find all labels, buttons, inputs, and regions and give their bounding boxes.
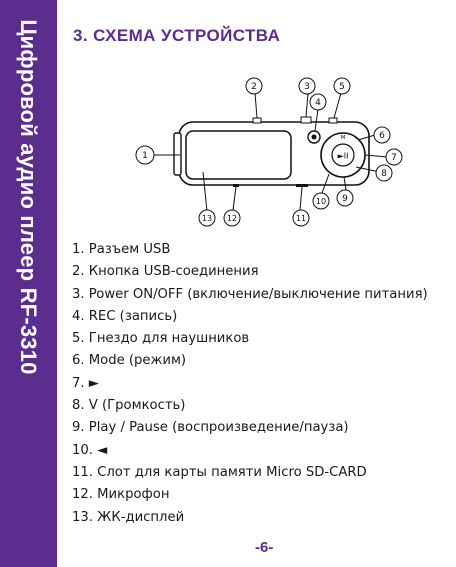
list-item: 1. Разъем USB xyxy=(72,242,171,257)
svg-text:7: 7 xyxy=(391,153,397,163)
sidebar-title: Цифровой аудио плеер RF-3310 xyxy=(16,19,41,375)
list-item: 4. REC (запись) xyxy=(72,308,178,324)
svg-text:9: 9 xyxy=(342,194,348,204)
svg-text:6: 6 xyxy=(379,131,385,141)
microphone xyxy=(233,184,239,187)
usb-button xyxy=(253,118,261,123)
svg-text:2: 2 xyxy=(251,82,257,92)
svg-text:1: 1 xyxy=(142,151,148,161)
svg-text:4: 4 xyxy=(315,98,321,108)
svg-text:13: 13 xyxy=(201,214,213,223)
page-number: -6- xyxy=(255,539,274,556)
list-item: 9. Play / Pause (воспроизведение/пауза) xyxy=(72,420,349,436)
list-item: 2. Кнопка USB-соединения xyxy=(72,264,259,280)
svg-text:8: 8 xyxy=(381,169,387,179)
svg-text:12: 12 xyxy=(226,214,238,223)
device-diagram xyxy=(120,72,410,232)
svg-text:3: 3 xyxy=(304,82,310,92)
svg-text:11: 11 xyxy=(295,214,307,223)
list-item: 6. Mode (режим) xyxy=(72,353,187,369)
mode-label: M xyxy=(340,135,346,141)
play-pause-label: ►II xyxy=(337,151,349,161)
list-item: 12. Микрофон xyxy=(72,487,170,503)
list-item: 13. ЖК-дисплей xyxy=(72,509,185,525)
section-title: 3. СХЕМА УСТРОЙСТВА xyxy=(73,26,281,45)
list-item: 7. ► xyxy=(72,375,99,391)
power-switch xyxy=(301,117,311,123)
sidebar-band xyxy=(0,0,57,567)
sd-slot xyxy=(296,184,308,187)
list-item: 10. ◄ xyxy=(72,442,108,458)
lcd-display xyxy=(186,131,291,179)
list-item: 3. Power ON/OFF (включение/выключение питания) xyxy=(72,286,428,302)
usb-connector xyxy=(174,133,181,175)
svg-text:5: 5 xyxy=(339,82,345,92)
parts-list xyxy=(72,239,428,529)
list-item: 11. Слот для карты памяти Micro SD-CARD xyxy=(72,464,367,480)
list-item: 5. Гнездо для наушников xyxy=(72,331,250,347)
headphone-jack xyxy=(329,118,337,123)
svg-text:10: 10 xyxy=(315,197,327,206)
list-item: 8. V (Громкость) xyxy=(72,398,186,414)
